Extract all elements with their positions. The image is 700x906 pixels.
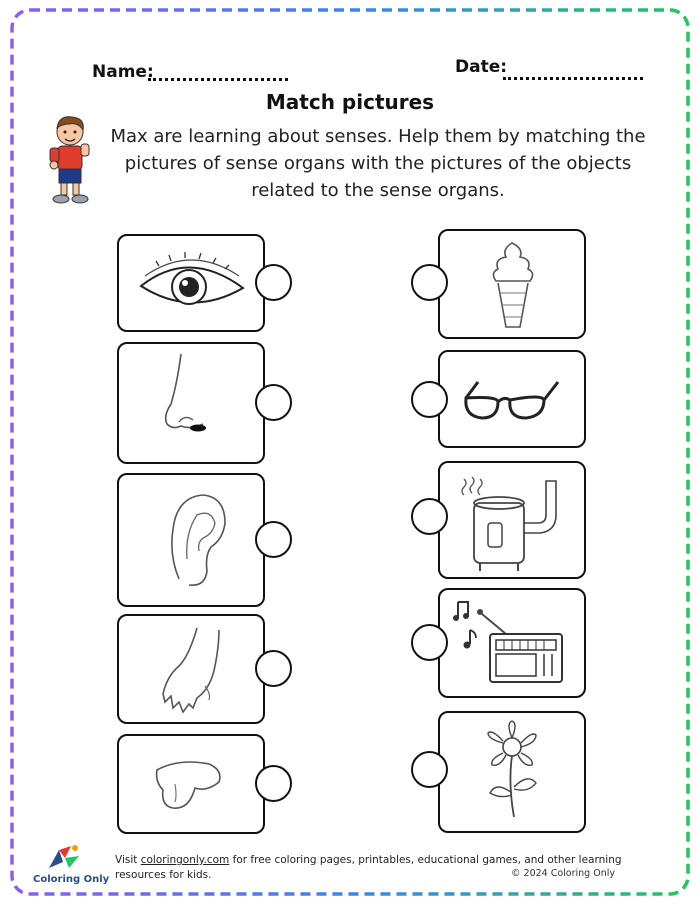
radio-card bbox=[438, 588, 586, 698]
hand-card bbox=[117, 614, 265, 724]
copyright: © 2024 Coloring Only bbox=[511, 868, 615, 879]
match-dot-eye[interactable] bbox=[255, 264, 292, 301]
ear-card bbox=[117, 473, 265, 607]
logo-text: Coloring Only bbox=[33, 874, 110, 885]
nose-icon bbox=[119, 344, 263, 462]
heater-card bbox=[438, 461, 586, 579]
match-dot-hand[interactable] bbox=[255, 650, 292, 687]
match-dot-ice-cream[interactable] bbox=[411, 264, 448, 301]
coloring-only-logo-icon bbox=[45, 842, 83, 872]
boy-illustration bbox=[45, 112, 100, 207]
ice-cream-icon bbox=[440, 231, 584, 337]
name-field[interactable] bbox=[148, 78, 288, 81]
nose-card bbox=[117, 342, 265, 464]
heater-icon bbox=[440, 463, 584, 577]
date-label: Date: bbox=[455, 57, 508, 77]
ice-cream-card bbox=[438, 229, 586, 339]
tongue-icon bbox=[119, 736, 263, 832]
glasses-icon bbox=[440, 352, 584, 446]
date-field[interactable] bbox=[503, 77, 643, 80]
tongue-card bbox=[117, 734, 265, 834]
hand-icon bbox=[119, 616, 263, 722]
flower-card bbox=[438, 711, 586, 833]
match-dot-radio[interactable] bbox=[411, 624, 448, 661]
eye-icon bbox=[119, 236, 263, 330]
glasses-card bbox=[438, 350, 586, 448]
instructions: Max are learning about senses. Help them by matching the pictures of sense organs with the pictures of the objects related to the sense organs. bbox=[110, 126, 646, 201]
footer-visit-prefix: Visit bbox=[115, 854, 138, 866]
match-dot-ear[interactable] bbox=[255, 521, 292, 558]
ear-icon bbox=[119, 475, 263, 605]
flower-icon bbox=[440, 713, 584, 831]
footer-visit-suffix: for free coloring pages, printables, educational games, and other learning resources for kids. bbox=[115, 854, 622, 881]
eye-card bbox=[117, 234, 265, 332]
match-dot-nose[interactable] bbox=[255, 384, 292, 421]
footer-link[interactable]: coloringonly.com bbox=[140, 854, 230, 866]
match-dot-glasses[interactable] bbox=[411, 381, 448, 418]
match-dot-tongue[interactable] bbox=[255, 765, 292, 802]
name-label: Name: bbox=[92, 62, 154, 82]
radio-icon bbox=[440, 590, 584, 696]
page-title: Match pictures bbox=[265, 90, 435, 114]
match-dot-flower[interactable] bbox=[411, 751, 448, 788]
match-dot-heater[interactable] bbox=[411, 498, 448, 535]
